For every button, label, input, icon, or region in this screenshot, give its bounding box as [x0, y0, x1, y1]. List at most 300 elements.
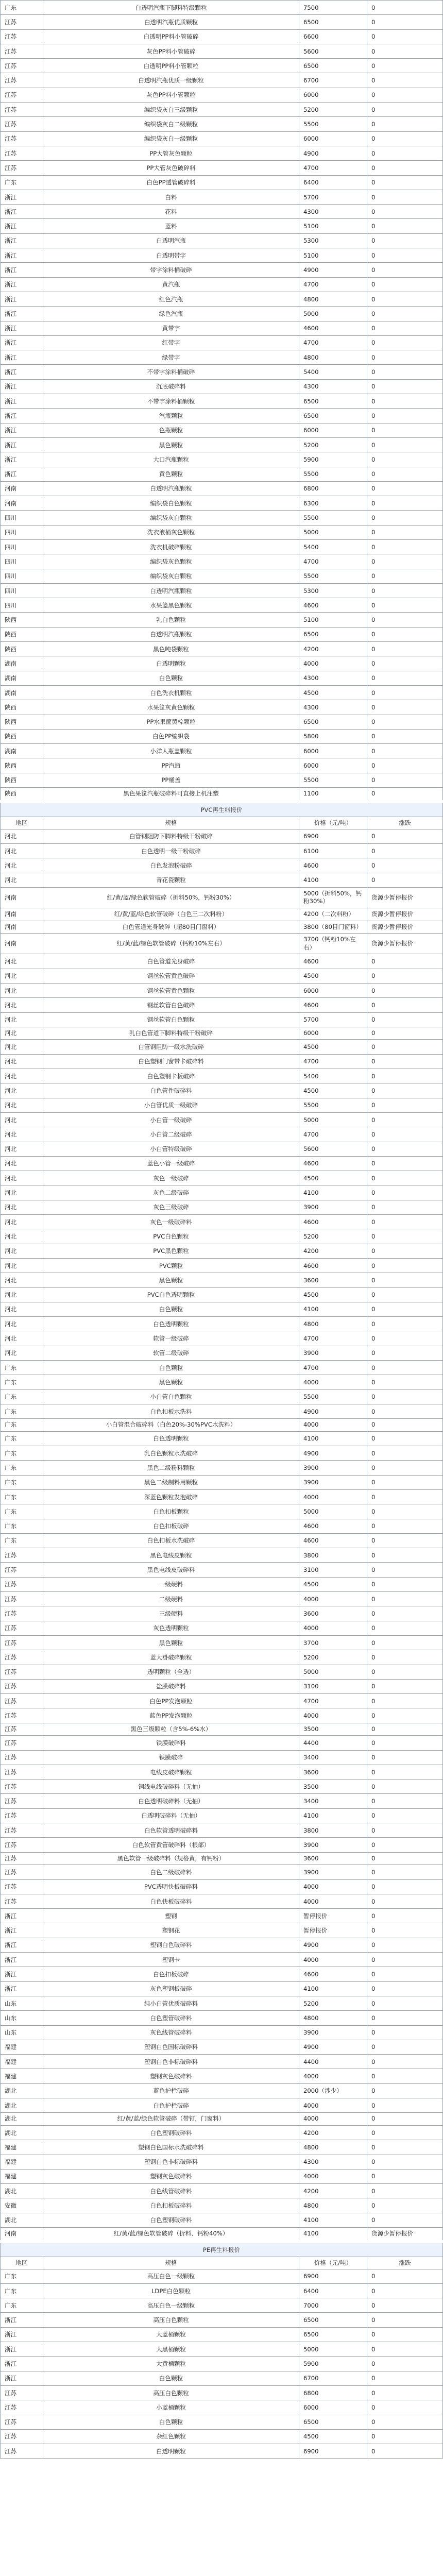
spec-cell: 白色PP编织袋 [43, 729, 299, 743]
spec-cell: 编织袋灰白颗粒 [43, 569, 299, 583]
table-row [1, 1708, 443, 1723]
spec-cell: 塑钢 [43, 1909, 299, 1923]
price-cell: 4500 [299, 1287, 367, 1302]
change-cell: 0 [367, 1533, 443, 1548]
region-cell: 湖南 [1, 656, 43, 671]
spec-cell: 大蓝桶颗粒 [43, 2327, 299, 2342]
price-cell: 6100 [299, 843, 367, 858]
region-cell: 河南 [1, 934, 43, 954]
price-cell: 4100 [299, 1431, 367, 1446]
change-cell: 0 [367, 2342, 443, 2357]
price-cell: 4200 [299, 1244, 367, 1258]
price-cell: 7500 [299, 1, 367, 15]
change-cell: 0 [367, 205, 443, 219]
price-cell: 4800 [299, 292, 367, 306]
table-row [1, 423, 443, 437]
price-cell: 6000 [299, 983, 367, 997]
table-row [1, 1258, 443, 1273]
table-row [1, 1200, 443, 1214]
change-cell: 0 [367, 1621, 443, 1635]
spec-cell: 白色管件破碎料 [43, 1083, 299, 1098]
region-cell: 江苏 [1, 1548, 43, 1563]
region-cell: 江苏 [1, 1635, 43, 1650]
table-row [1, 2227, 443, 2241]
table-row [1, 1967, 443, 1981]
spec-cell: 白色线管破碎料 [43, 2184, 299, 2198]
table-row [1, 1027, 443, 1040]
table-row [1, 1331, 443, 1346]
table-row [1, 1489, 443, 1504]
table-row [1, 627, 443, 641]
change-cell: 0 [367, 2327, 443, 2342]
change-cell: 0 [367, 1475, 443, 1489]
price-cell: 4900 [299, 1446, 367, 1461]
change-cell: 0 [367, 1317, 443, 1331]
table-row [1, 481, 443, 496]
spec-cell: 黄汽瓶 [43, 277, 299, 292]
region-cell: 江苏 [1, 1736, 43, 1750]
change-cell: 0 [367, 1736, 443, 1750]
change-cell: 0 [367, 1012, 443, 1027]
price-cell: 4500 [299, 969, 367, 983]
table-row [1, 1404, 443, 1418]
region-cell: 广东 [1, 1519, 43, 1533]
change-cell: 0 [367, 569, 443, 583]
table-row [1, 1083, 443, 1098]
table-row [1, 1069, 443, 1083]
change-cell: 0 [367, 292, 443, 306]
change-cell: 0 [367, 409, 443, 423]
price-cell: 3500 [299, 1780, 367, 1794]
spec-cell: 塑钢白色非标破碎料 [43, 2055, 299, 2069]
table-row [1, 2313, 443, 2327]
price-cell: 4600 [299, 998, 367, 1012]
change-cell: 0 [367, 1852, 443, 1865]
price-cell: 4400 [299, 1736, 367, 1750]
spec-cell: 黑色颗粒 [43, 1273, 299, 1287]
change-cell: 0 [367, 1679, 443, 1693]
change-cell: 0 [367, 1027, 443, 1040]
price-cell: 6400 [299, 175, 367, 190]
spec-cell: 软管一级破碎 [43, 1331, 299, 1346]
region-cell: 河北 [1, 969, 43, 983]
price-cell: 3600 [299, 1606, 367, 1621]
price-cell: 4000 [299, 1419, 367, 1432]
spec-cell: 黑色电线皮颗粒 [43, 1548, 299, 1563]
table-row [1, 1273, 443, 1287]
region-cell: 浙江 [1, 2357, 43, 2371]
change-cell: 0 [367, 2140, 443, 2155]
spec-cell: 大黑桶颗粒 [43, 2342, 299, 2357]
price-cell: 5500 [299, 467, 367, 481]
region-cell: 湖南 [1, 671, 43, 685]
spec-cell: 塑钢白色非标破碎料 [43, 2155, 299, 2169]
region-cell: 江苏 [1, 1879, 43, 1894]
change-cell: 0 [367, 1461, 443, 1475]
price-cell: 5300 [299, 583, 367, 598]
table-row [1, 292, 443, 306]
region-cell: 山东 [1, 2025, 43, 2040]
price-cell: 4600 [299, 1215, 367, 1229]
table-row [1, 758, 443, 773]
price-cell: 4500 [299, 1577, 367, 1591]
price-cell: 4600 [299, 858, 367, 873]
change-cell: 0 [367, 858, 443, 873]
spec-cell: 杂红色颗粒 [43, 2429, 299, 2444]
price-cell: 4900 [299, 1938, 367, 1952]
change-cell: 0 [367, 773, 443, 787]
change-cell: 0 [367, 758, 443, 773]
price-cell: 4300 [299, 379, 367, 394]
price-cell: 5000 [299, 1504, 367, 1519]
region-cell: 陕西 [1, 627, 43, 641]
price-cell: 5800 [299, 729, 367, 743]
table-row [1, 843, 443, 858]
change-cell: 0 [367, 2083, 443, 2098]
spec-cell: 白透明汽瓶优质颗粒 [43, 15, 299, 29]
spec-cell: 白透明破碎料（无抽） [43, 1808, 299, 1823]
table-row [1, 1127, 443, 1142]
change-cell: 0 [367, 954, 443, 969]
region-cell: 湖北 [1, 2184, 43, 2198]
region-cell: 浙江 [1, 1981, 43, 1996]
change-cell: 0 [367, 2069, 443, 2083]
region-cell: 江苏 [1, 1592, 43, 1606]
spec-cell: 黑色二级粉料颗粒 [43, 1461, 299, 1475]
table-row [1, 1317, 443, 1331]
price-cell: 5200 [299, 1996, 367, 2010]
region-cell: 河北 [1, 1200, 43, 1214]
table-row [1, 2011, 443, 2025]
region-cell: 湖南 [1, 744, 43, 758]
table-row [1, 2083, 443, 2098]
table-row [1, 1808, 443, 1823]
price-cell: 3800 [299, 1548, 367, 1563]
price-cell: 4500 [299, 2429, 367, 2444]
spec-cell: 青花瓷颗粒 [43, 873, 299, 887]
spec-cell: 白色软管透明破碎料 [43, 1823, 299, 1838]
region-cell: 江苏 [1, 1694, 43, 1708]
spec-cell: 纯小白管优质破碎料 [43, 1996, 299, 2010]
price-cell: 3900 [299, 1838, 367, 1852]
spec-cell: 白色颗粒 [43, 2415, 299, 2429]
region-cell: 河北 [1, 1054, 43, 1069]
spec-cell: 编织袋灰白一级颗粒 [43, 131, 299, 146]
change-cell: 0 [367, 15, 443, 29]
change-cell: 0 [367, 998, 443, 1012]
price-cell: 4100 [299, 1185, 367, 1200]
table-row [1, 2400, 443, 2415]
table-row [1, 1040, 443, 1054]
change-cell: 0 [367, 1375, 443, 1389]
table-row [1, 887, 443, 908]
table-row [1, 248, 443, 263]
price-cell: 6000 [299, 2400, 367, 2415]
spec-cell: 小白管一级破碎 [43, 1112, 299, 1127]
price-cell: 5400 [299, 1069, 367, 1083]
spec-cell: PP汽瓶 [43, 758, 299, 773]
change-cell: 0 [367, 146, 443, 160]
spec-cell: 汽瓶颗粒 [43, 409, 299, 423]
change-cell: 0 [367, 1838, 443, 1852]
region-cell: 江苏 [1, 2429, 43, 2444]
table-row [1, 2155, 443, 2169]
table-row [1, 496, 443, 511]
change-cell: 0 [367, 365, 443, 379]
price-cell: 7000 [299, 2298, 367, 2313]
price-cell: 6500 [299, 627, 367, 641]
spec-cell: 黑色颗粒 [43, 437, 299, 452]
spec-cell: 小白管优质一级破碎 [43, 1098, 299, 1112]
region-cell: 浙江 [1, 233, 43, 248]
table-row [1, 88, 443, 102]
spec-cell: 小白管混合破碎料（白色20%-30%PVC水洗料） [43, 1419, 299, 1432]
table-row [1, 1156, 443, 1171]
region-cell: 四川 [1, 554, 43, 569]
table-row [1, 983, 443, 997]
price-cell: 3600 [299, 1765, 367, 1779]
table-row [1, 335, 443, 350]
price-cell: 4000 [299, 1489, 367, 1504]
table-row [1, 1723, 443, 1736]
change-cell: 0 [367, 598, 443, 613]
spec-cell: 编织袋灰白三级颗粒 [43, 103, 299, 117]
spec-cell: PP桶盖 [43, 773, 299, 787]
region-cell: 江苏 [1, 1577, 43, 1591]
spec-cell: 白色颗粒 [43, 1302, 299, 1316]
change-cell: 0 [367, 1823, 443, 1838]
region-cell: 陕西 [1, 729, 43, 743]
spec-cell: 高压白色一级颗粒 [43, 2298, 299, 2313]
table-row [1, 263, 443, 277]
table-row [1, 2113, 443, 2126]
change-cell: 0 [367, 1694, 443, 1708]
spec-cell: 黑色颗粒 [43, 1635, 299, 1650]
price-cell: 4000 [299, 2069, 367, 2083]
table-row [1, 146, 443, 160]
spec-cell: 塑钢白色国标水洗破碎料 [43, 2140, 299, 2155]
table-row [1, 1894, 443, 1908]
spec-cell: 白色塑钢门窗带卡破碎料 [43, 1054, 299, 1069]
spec-cell: 黑色二级制料用颗粒 [43, 1475, 299, 1489]
change-cell: 0 [367, 744, 443, 758]
price-cell: 3700 [299, 1635, 367, 1650]
table-row [1, 685, 443, 700]
spec-cell: 不带字涂料桶破碎 [43, 365, 299, 379]
spec-cell: 白管钢阻防一级水洗破碎 [43, 1040, 299, 1054]
change-cell: 0 [367, 554, 443, 569]
spec-cell: 黑色吨袋颗粒 [43, 642, 299, 656]
table-row [1, 2069, 443, 2083]
price-cell: 4200 [299, 642, 367, 656]
table-row [1, 2429, 443, 2444]
price-cell: 4300 [299, 205, 367, 219]
region-cell: 江苏 [1, 1838, 43, 1852]
price-cell: 4900 [299, 2040, 367, 2054]
header-region: 地区 [1, 2257, 43, 2269]
change-cell: 0 [367, 642, 443, 656]
spec-cell: 白色软管黄管破碎料（根部） [43, 1838, 299, 1852]
change-cell: 0 [367, 277, 443, 292]
change-cell: 0 [367, 2429, 443, 2444]
change-cell: 0 [367, 161, 443, 175]
change-cell: 0 [367, 1446, 443, 1461]
region-cell: 四川 [1, 525, 43, 539]
region-cell: 河北 [1, 1244, 43, 1258]
table-row [1, 2025, 443, 2040]
change-cell: 0 [367, 1519, 443, 1533]
spec-cell: 灰色透明颗粒 [43, 1621, 299, 1635]
table-row [1, 307, 443, 321]
region-cell: 江苏 [1, 1723, 43, 1736]
spec-cell: 白透明PP料小管颗粒 [43, 59, 299, 73]
table-row [1, 1215, 443, 1229]
spec-cell: PP大管灰色破碎料 [43, 161, 299, 175]
change-cell: 0 [367, 1780, 443, 1794]
spec-cell: 白透明汽瓶颗粒 [43, 627, 299, 641]
price-cell: 3900 [299, 1475, 367, 1489]
spec-cell: 小白管二级破碎 [43, 1127, 299, 1142]
table-row [1, 908, 443, 921]
price-cell: 3600 [299, 1852, 367, 1865]
change-cell: 0 [367, 1040, 443, 1054]
spec-cell: PVC透明快板破碎料 [43, 1879, 299, 1894]
header-change: 涨跌 [367, 2257, 443, 2269]
change-cell: 0 [367, 1981, 443, 1996]
change-cell: 0 [367, 2283, 443, 2298]
change-cell: 0 [367, 2415, 443, 2429]
table-row [1, 219, 443, 233]
table-row [1, 1431, 443, 1446]
spec-cell: 红/黄/蓝/绿色软管破碎（钙粉10%左右） [43, 934, 299, 954]
spec-cell: 白透明汽瓶 [43, 233, 299, 248]
spec-cell: 蓝色小管一级破碎 [43, 1156, 299, 1171]
header-change: 涨跌 [367, 817, 443, 829]
region-cell: 江苏 [1, 161, 43, 175]
table-row [1, 1635, 443, 1650]
price-cell: 1100 [299, 788, 367, 802]
region-cell: 江苏 [1, 29, 43, 44]
spec-cell: 黄色颗粒 [43, 467, 299, 481]
spec-cell: 白色透明一级干粉破碎 [43, 843, 299, 858]
change-cell: 0 [367, 685, 443, 700]
change-cell: 0 [367, 2357, 443, 2371]
region-cell: 河北 [1, 1331, 43, 1346]
table-row [1, 467, 443, 481]
change-cell: 0 [367, 2011, 443, 2025]
region-cell: 江苏 [1, 131, 43, 146]
region-cell: 浙江 [1, 248, 43, 263]
price-cell: 6000 [299, 131, 367, 146]
spec-cell: 蓝大褂破碎颗粒 [43, 1650, 299, 1665]
region-cell: 江苏 [1, 1606, 43, 1621]
spec-cell: 小白管特级破碎 [43, 1142, 299, 1156]
price-cell: 4700 [299, 1360, 367, 1375]
change-cell: 0 [367, 2213, 443, 2227]
table-row [1, 569, 443, 583]
change-cell: 0 [367, 44, 443, 58]
spec-cell: 黑色软管一级破碎料（规格黄，有钙粉） [43, 1852, 299, 1865]
change-cell: 货源少暂停报价 [367, 2227, 443, 2241]
change-cell: 0 [367, 2444, 443, 2459]
spec-cell: 小白管白色颗粒 [43, 1389, 299, 1404]
table-row [1, 934, 443, 954]
region-cell: 河北 [1, 1142, 43, 1156]
price-cell: 4600 [299, 1156, 367, 1171]
region-cell: 湖北 [1, 2125, 43, 2140]
spec-cell: 灰色PP料小管破碎 [43, 44, 299, 58]
price-cell: 4100 [299, 873, 367, 887]
table-row [1, 2371, 443, 2385]
price-cell: 3100 [299, 1679, 367, 1693]
change-cell: 0 [367, 1879, 443, 1894]
region-cell: 浙江 [1, 219, 43, 233]
price-cell: 5200 [299, 437, 367, 452]
change-cell: 0 [367, 1894, 443, 1908]
table-row [1, 2444, 443, 2459]
price-cell: 6900 [299, 2444, 367, 2459]
region-cell: 浙江 [1, 1953, 43, 1967]
region-cell: 江苏 [1, 1780, 43, 1794]
price-cell: 6800 [299, 481, 367, 496]
table-row [1, 1229, 443, 1244]
price-cell: 3900 [299, 1865, 367, 1879]
change-cell: 0 [367, 1156, 443, 1171]
spec-cell: 白料 [43, 190, 299, 204]
table-row [1, 2269, 443, 2283]
table-row [1, 1865, 443, 1879]
price-cell: 4500 [299, 1171, 367, 1185]
table-row [1, 1981, 443, 1996]
spec-cell: 灰色塑钢板破碎 [43, 1981, 299, 1996]
table-row [1, 1823, 443, 1838]
table-row [1, 829, 443, 843]
region-cell: 浙江 [1, 321, 43, 335]
price-cell: 4000 [299, 1953, 367, 1967]
price-cell: 6400 [299, 2283, 367, 2298]
table-row [1, 1780, 443, 1794]
change-cell: 0 [367, 1346, 443, 1360]
change-cell: 0 [367, 613, 443, 627]
change-cell: 0 [367, 1, 443, 15]
table-row [1, 452, 443, 467]
change-cell: 0 [367, 1200, 443, 1214]
table-row [1, 365, 443, 379]
table-row [1, 788, 443, 802]
price-cell: 4600 [299, 1258, 367, 1273]
change-cell: 0 [367, 656, 443, 671]
spec-cell: 铁膜破碎料 [43, 1736, 299, 1750]
region-cell: 浙江 [1, 2313, 43, 2327]
spec-cell: 白透明汽瓶优质一级颗粒 [43, 73, 299, 88]
region-cell: 江苏 [1, 117, 43, 131]
region-cell: 河北 [1, 1027, 43, 1040]
region-cell: 河北 [1, 1171, 43, 1185]
region-cell: 江苏 [1, 15, 43, 29]
change-cell: 0 [367, 2371, 443, 2385]
header-region: 地区 [1, 817, 43, 829]
change-cell: 0 [367, 467, 443, 481]
change-cell: 0 [367, 2125, 443, 2140]
region-cell: 河北 [1, 829, 43, 843]
spec-cell: 色瓶颗粒 [43, 423, 299, 437]
price-cell: 3900 [299, 1461, 367, 1475]
spec-cell: 白色颗粒 [43, 2371, 299, 2385]
change-cell: 0 [367, 1548, 443, 1563]
table-row [1, 1346, 443, 1360]
table-row [1, 2327, 443, 2342]
spec-cell: 钢丝软管黄色破碎 [43, 969, 299, 983]
